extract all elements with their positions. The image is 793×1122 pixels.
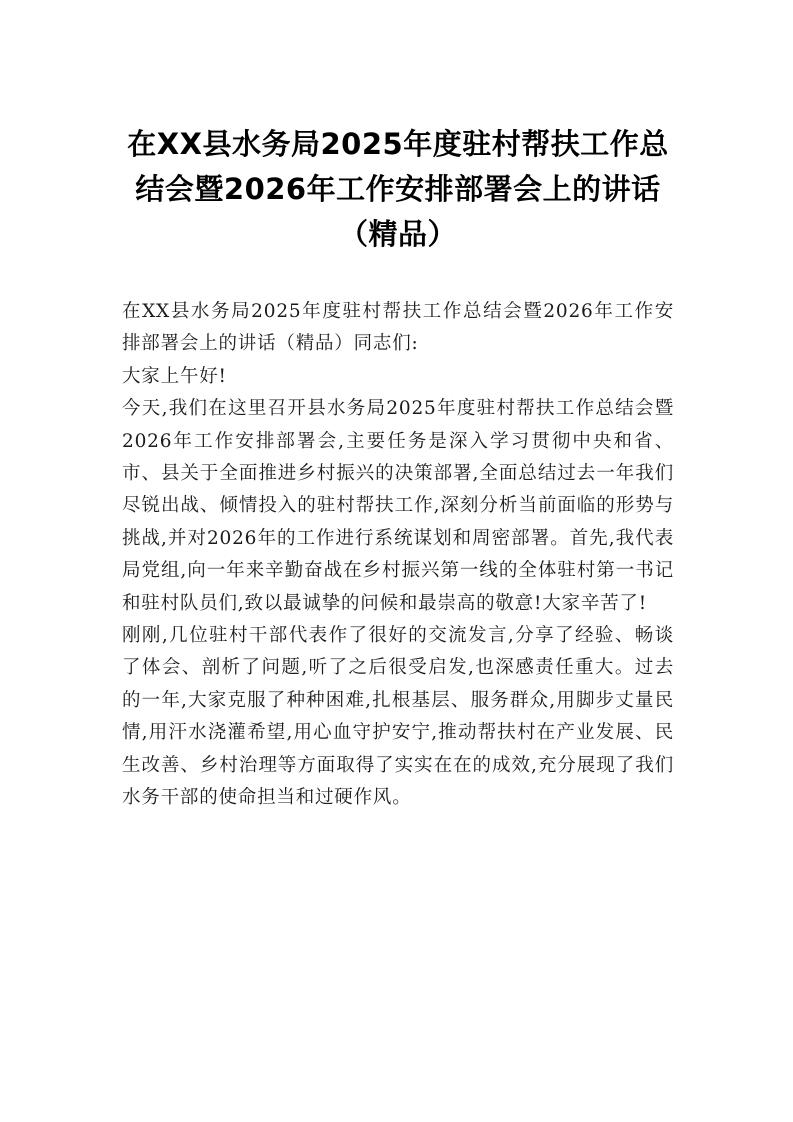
paragraph-review: 刚刚,几位驻村干部代表作了很好的交流发言,分享了经验、畅谈了体会、剖析了问题,听了之后很受启发,也深感责任重大。过去的一年,大家克服了种种困难,扎根基层、服务群众,用脚步丈量民情,用汗水浇灌希望,用心血守护安宁,推动帮扶村在产业发展、民生改善、乡村治理等方面取得了实实在在的成效,充分展现了我们水务干部的使命担当和过硬作风。 — [122, 625, 674, 809]
document-body — [122, 296, 674, 815]
paragraph-greeting: 大家上午好! — [122, 365, 227, 387]
document-title: 在XX县水务局2025年度驻村帮扶工作总结会暨2026年工作安排部署会上的讲话（精品） — [127, 127, 669, 251]
paragraph-introduction: 今天,我们在这里召开县水务局2025年度驻村帮扶工作总结会暨2026年工作安排部署会,主要任务是深入学习贯彻中央和省、市、县关于全面推进乡村振兴的决策部署,全面总结过去一年我们尽锐出战、倾情投入的驻村帮扶工作,深刻分析当前面临的形势与挑战,并对2026年的工作进行系统谋划和周密部署。首先,我代表局党组,向一年来辛勤奋战在乡村振兴第一线的全体驻村第一书记和驻村队员们,致以最诚挚的问候和最崇高的敬意!大家辛苦了! — [122, 398, 674, 614]
paragraph-opening: 在XX县水务局2025年度驻村帮扶工作总结会暨2026年工作安排部署会上的讲话（精品）同志们: — [122, 301, 674, 355]
